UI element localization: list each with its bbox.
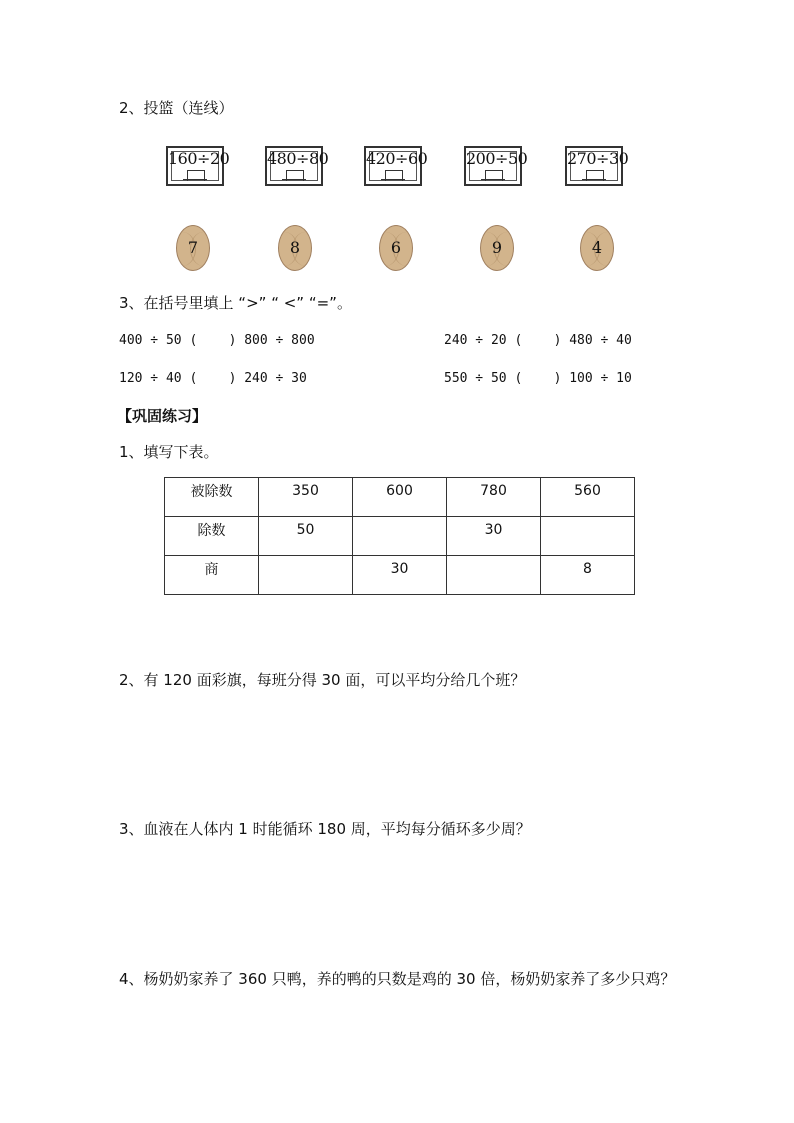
table-cell-blank[interactable] xyxy=(447,556,541,595)
basketball-3[interactable] xyxy=(379,225,413,271)
board-expression: 200÷50 xyxy=(466,149,528,168)
ball-number: 9 xyxy=(491,238,503,257)
table-cell-blank[interactable] xyxy=(541,517,635,556)
practice-q4: 4、杨奶奶家养了 360 只鸭，养的鸭的只数是鸡的 30 倍，杨奶奶家养了多少只鸡？ xyxy=(119,970,676,988)
hoop-board-1[interactable] xyxy=(166,146,230,186)
table-row xyxy=(165,556,635,595)
table-cell-blank[interactable] xyxy=(259,556,353,595)
table-cell: 被除数 xyxy=(165,478,259,517)
compare-item-2[interactable]: 240 ÷ 20 ( ) 480 ÷ 40 xyxy=(444,333,632,348)
table-row xyxy=(165,517,635,556)
basketball-4[interactable] xyxy=(480,225,514,271)
table-cell: 商 xyxy=(165,556,259,595)
basketball-1[interactable] xyxy=(176,225,210,271)
table-cell: 600 xyxy=(353,478,447,517)
practice-q1: 1、填写下表。 xyxy=(119,443,219,461)
board-expression: 160÷20 xyxy=(168,149,230,168)
hoop-board-2[interactable] xyxy=(265,146,329,186)
board-expression: 420÷60 xyxy=(366,149,428,168)
ball-number: 7 xyxy=(187,238,199,257)
section-2-title: 2、投篮（连线） xyxy=(119,99,234,117)
practice-q2: 2、有 120 面彩旗，每班分得 30 面，可以平均分给几个班？ xyxy=(119,671,526,689)
hoop-board-3[interactable] xyxy=(364,146,428,186)
table-cell: 8 xyxy=(541,556,635,595)
board-expression: 480÷80 xyxy=(267,149,329,168)
fill-table xyxy=(164,477,635,595)
table-cell: 30 xyxy=(447,517,541,556)
hoop-board-5[interactable] xyxy=(565,146,629,186)
table-cell-blank[interactable] xyxy=(353,517,447,556)
compare-item-4[interactable]: 550 ÷ 50 ( ) 100 ÷ 10 xyxy=(444,371,632,386)
compare-item-3[interactable]: 120 ÷ 40 ( ) 240 ÷ 30 xyxy=(119,371,307,386)
basketball-5[interactable] xyxy=(580,225,614,271)
practice-heading: 【巩固练习】 xyxy=(117,407,208,425)
hoop-board-4[interactable] xyxy=(464,146,528,186)
basketball-2[interactable] xyxy=(278,225,312,271)
compare-item-1[interactable]: 400 ÷ 50 ( ) 800 ÷ 800 xyxy=(119,333,315,348)
ball-number: 6 xyxy=(390,238,402,257)
ball-number: 8 xyxy=(289,238,301,257)
table-row xyxy=(165,478,635,517)
board-expression: 270÷30 xyxy=(567,149,629,168)
table-cell: 350 xyxy=(259,478,353,517)
table-cell: 780 xyxy=(447,478,541,517)
section-3-title: 3、在括号里填上 “>” “ <” “=”。 xyxy=(119,294,352,312)
ball-number: 4 xyxy=(591,238,603,257)
table-cell: 560 xyxy=(541,478,635,517)
table-cell: 除数 xyxy=(165,517,259,556)
table-cell: 50 xyxy=(259,517,353,556)
practice-q3: 3、血液在人体内 1 时能循环 180 周，平均每分循环多少周？ xyxy=(119,820,531,838)
table-cell: 30 xyxy=(353,556,447,595)
